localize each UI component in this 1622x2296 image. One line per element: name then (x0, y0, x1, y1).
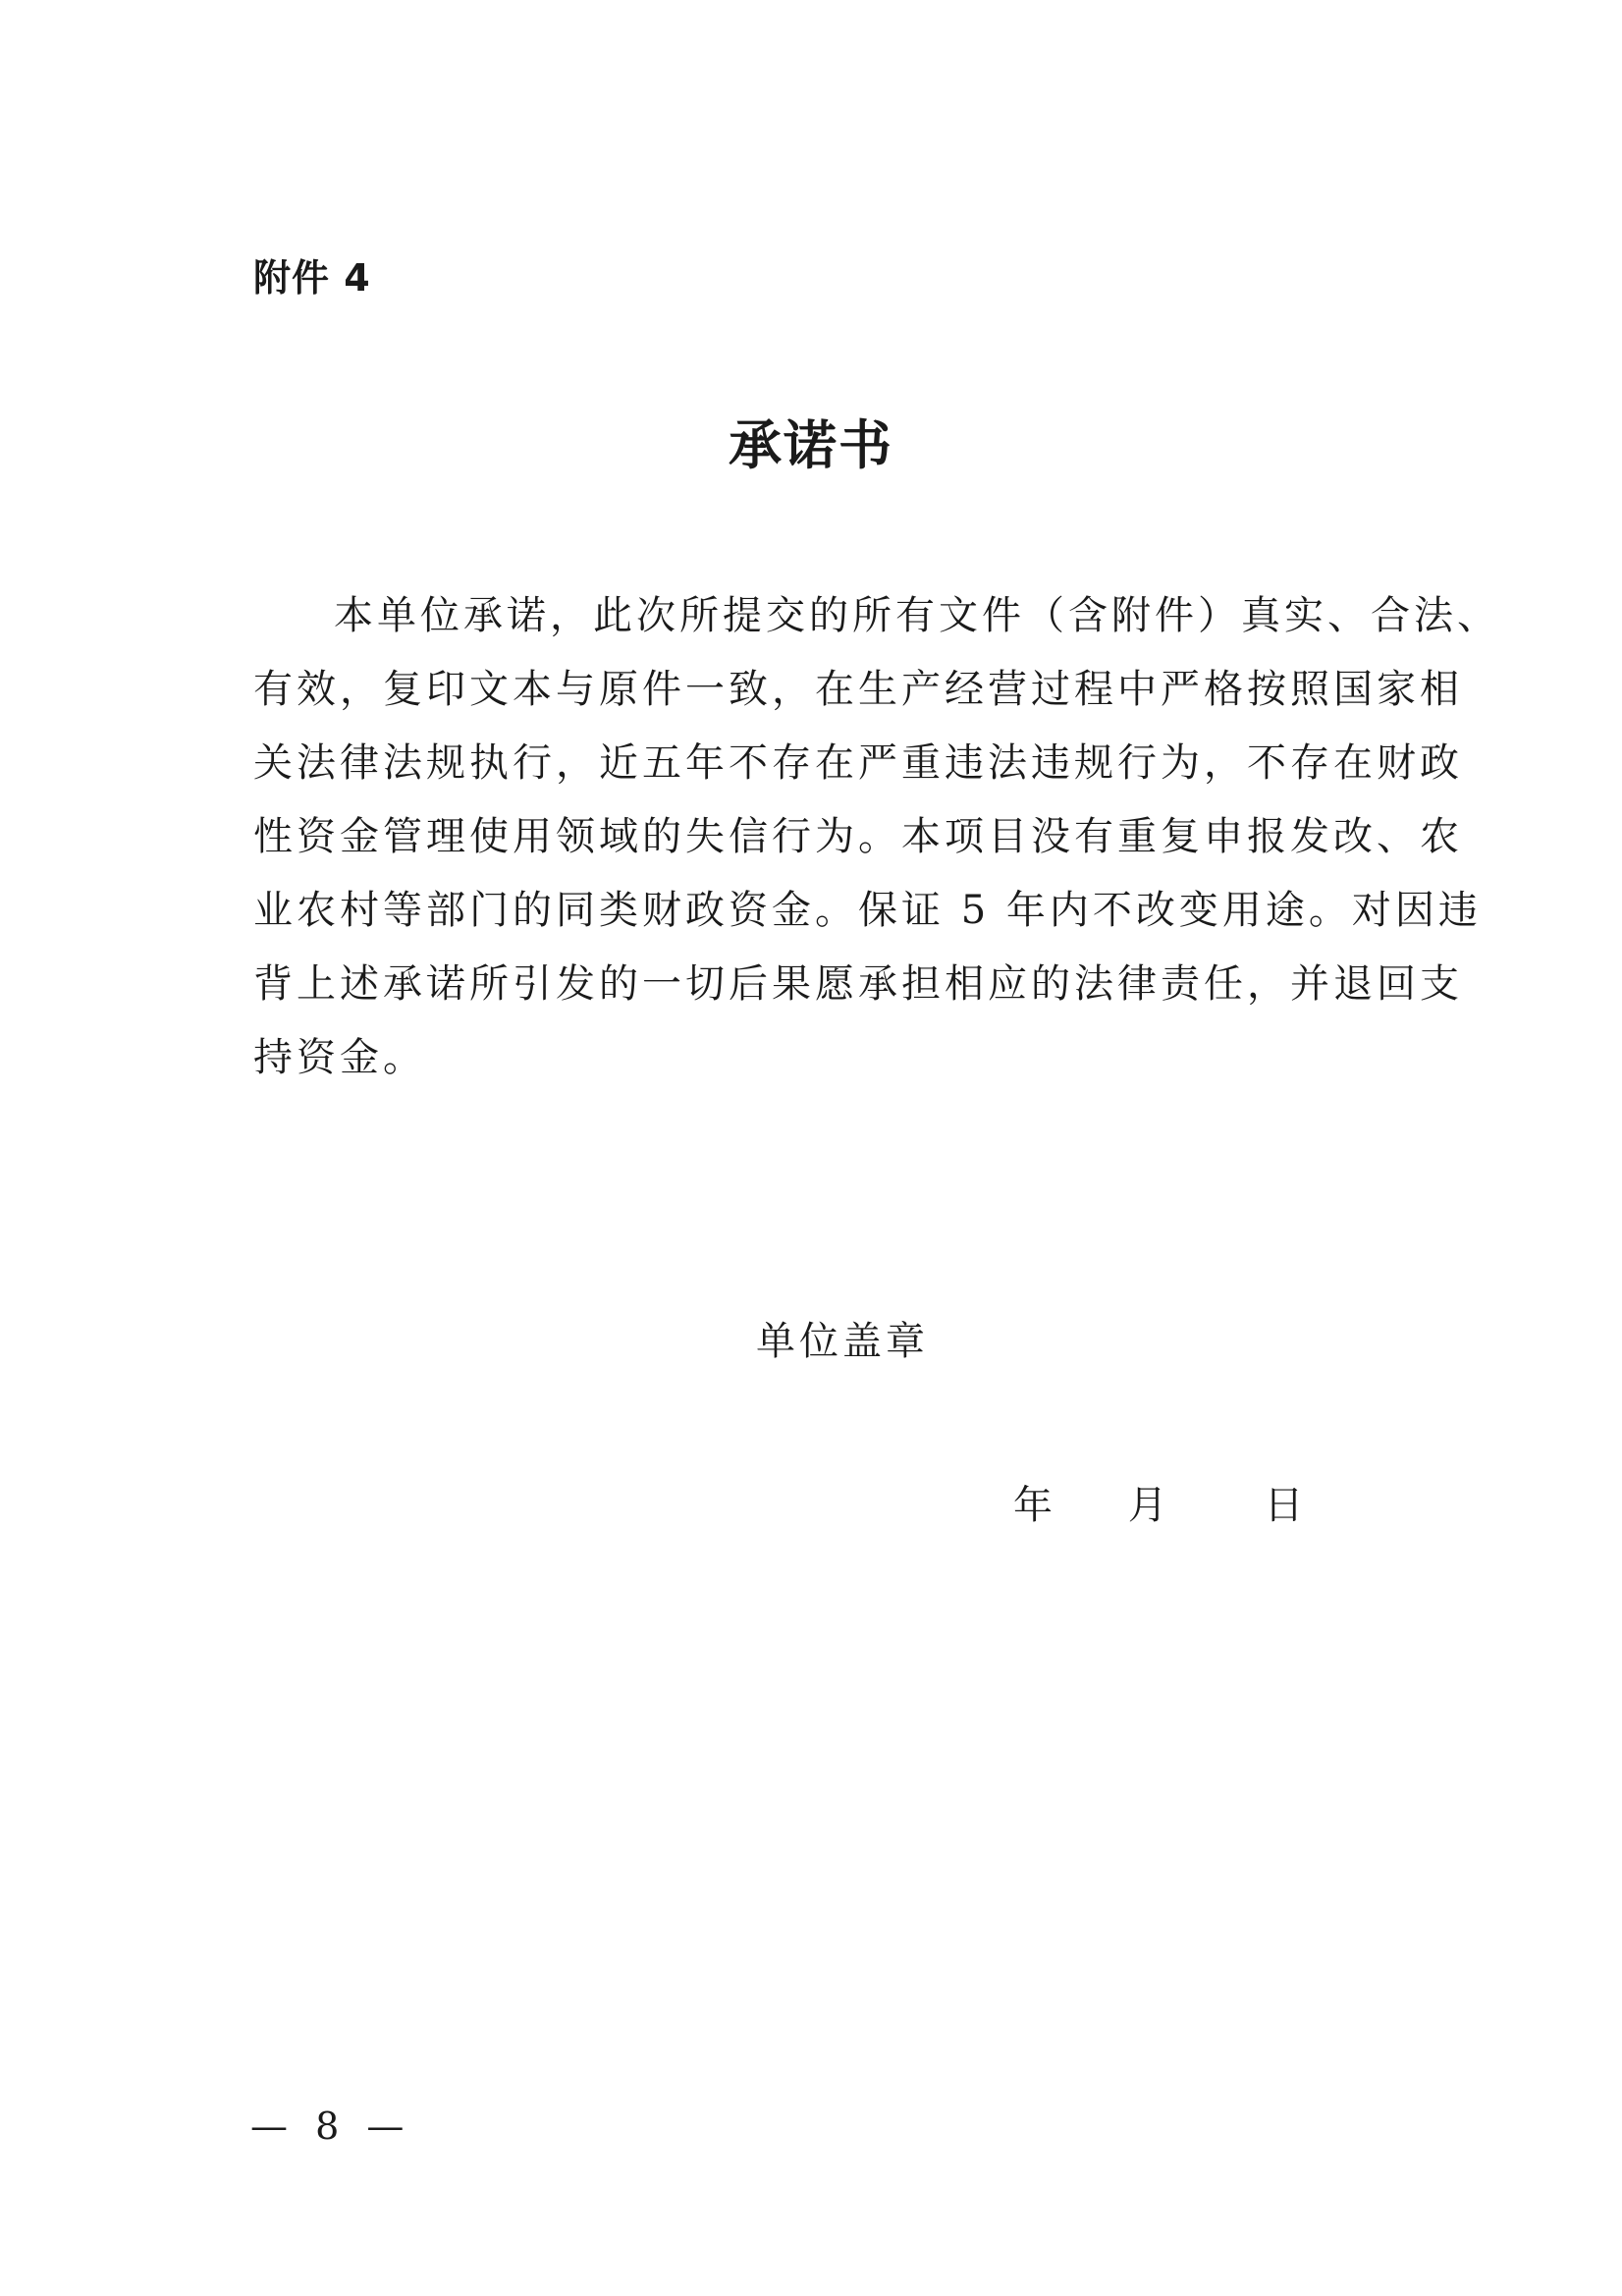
body-line: 关法律法规执行，近五年不存在严重违法违规行为，不存在财政 (253, 740, 1463, 786)
date-year-label: 年 (1013, 1483, 1053, 1528)
body-line: 有效，复印文本与原件一致，在生产经营过程中严格按照国家相 (253, 667, 1463, 712)
unit-seal-label: 单位盖章 (756, 1319, 929, 1364)
date-month-label: 月 (1127, 1483, 1167, 1528)
body-line: 背上述承诺所引发的一切后果愿承担相应的法律责任，并退回支 (253, 961, 1463, 1007)
body-line: 本单位承诺，此次所提交的所有文件（含附件）真实、合法、 (334, 593, 1500, 638)
body-line: 业农村等部门的同类财政资金。保证 5 年内不改变用途。对因违 (253, 888, 1482, 933)
document-title: 承诺书 (729, 413, 893, 476)
date-day-label: 日 (1264, 1483, 1304, 1528)
body-line: 持资金。 (253, 1035, 426, 1080)
attachment-label: 附件 4 (253, 256, 371, 300)
date-line (1013, 1478, 1303, 1533)
body-line: 性资金管理使用领域的失信行为。本项目没有重复申报发改、农 (253, 814, 1463, 859)
page-number: — 8 — (250, 2105, 412, 2148)
commitment-body (253, 579, 1500, 1095)
